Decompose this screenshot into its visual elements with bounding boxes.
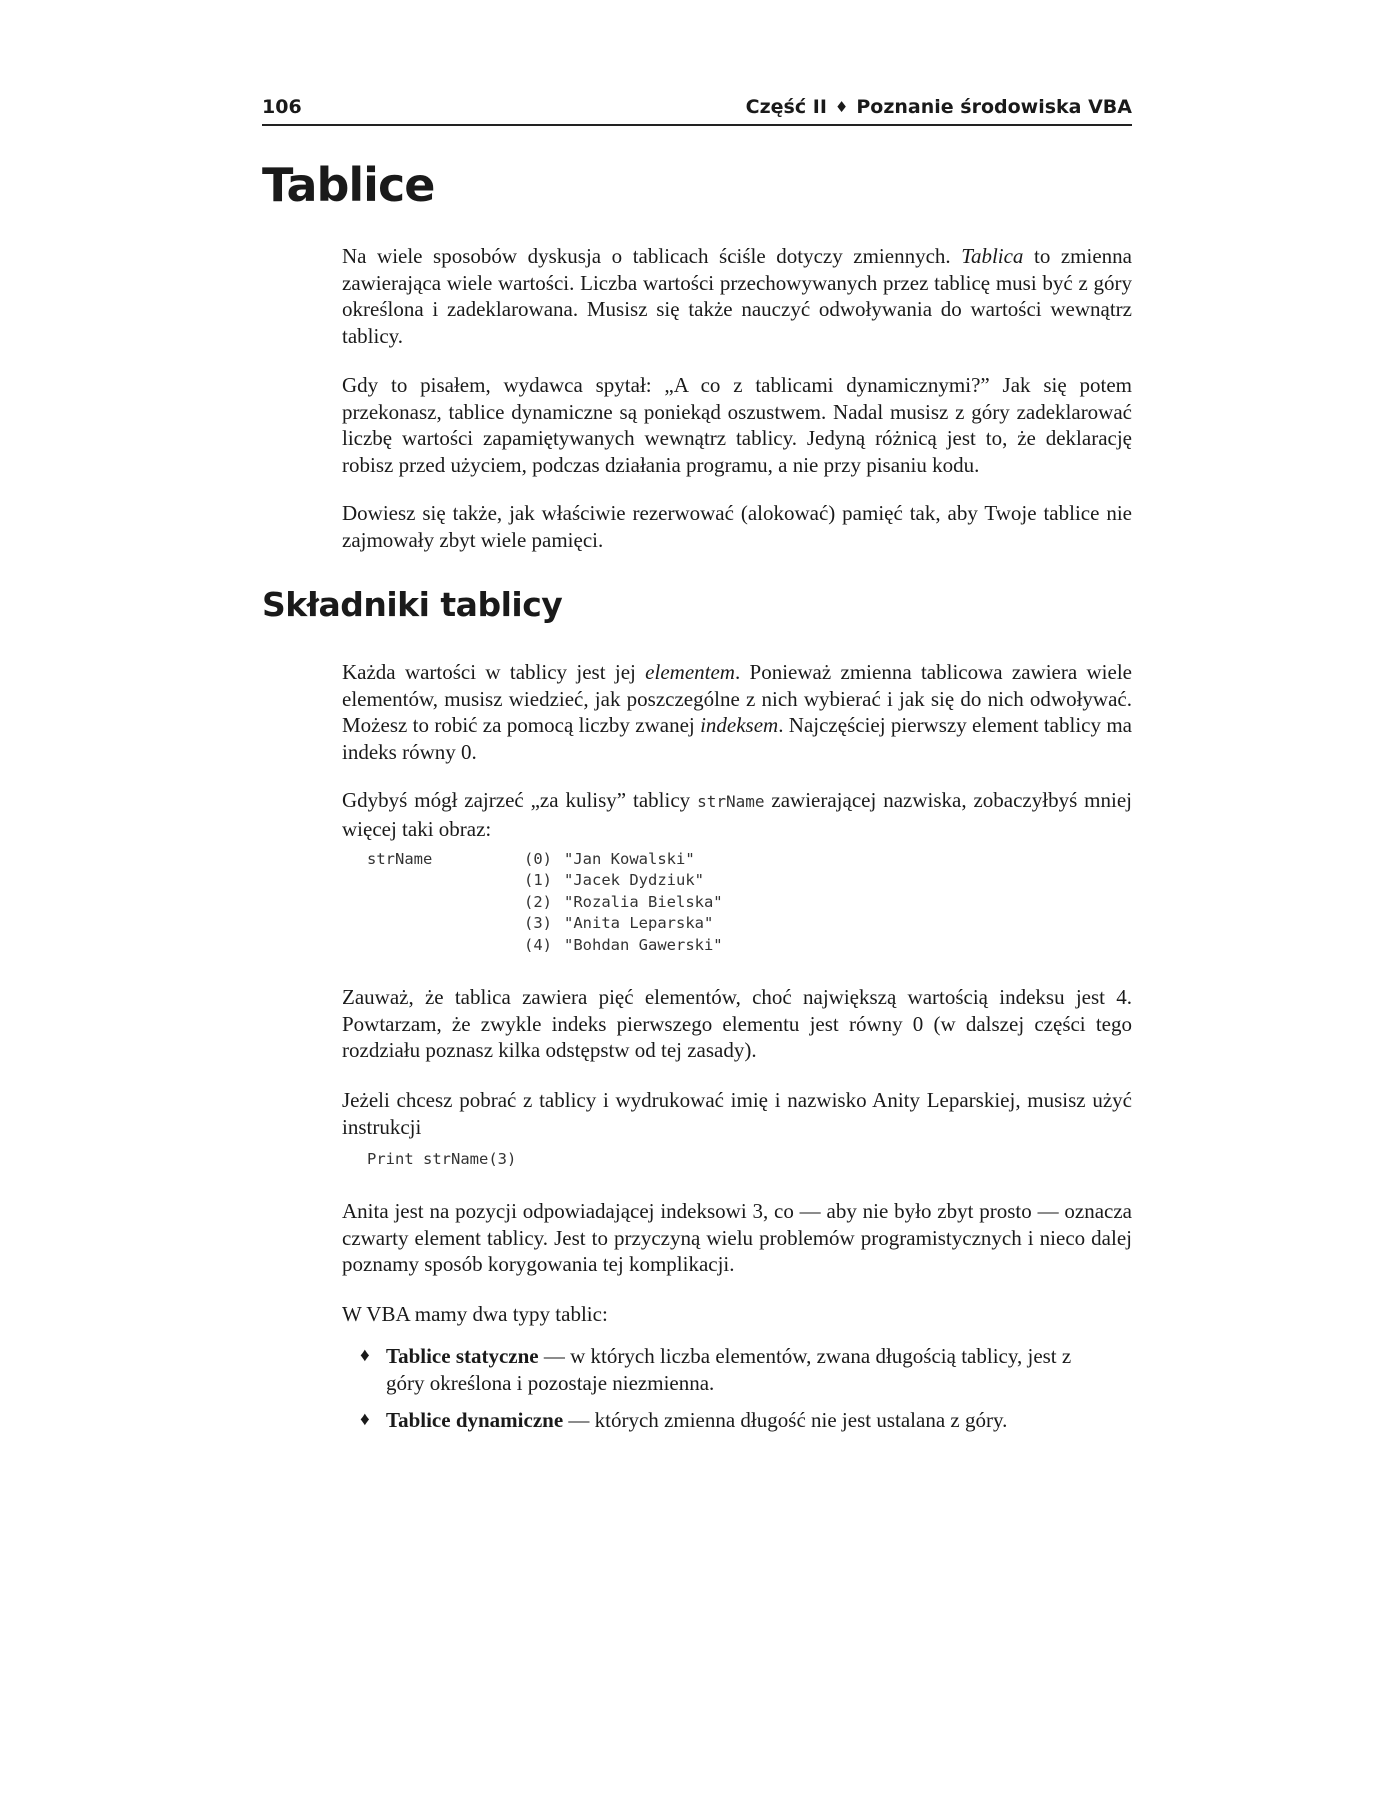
array-value: "Bohdan Gawerski" <box>564 935 723 954</box>
diamond-bullet-icon: ♦ <box>360 1409 370 1430</box>
array-row <box>367 913 723 935</box>
bullet-item <box>360 1343 1100 1396</box>
array-index: (3) <box>524 914 552 933</box>
section-paragraph-5: Anita jest na pozycji odpowiadającej indeksowi 3, co — aby nie było zbyt prosto — oznacza czwarty element tablicy. Jest to przyczyną wielu problemów programistycznych i nieco dalej poznamy sposób korygowania tej komplikacji. <box>342 1199 1132 1276</box>
intro-paragraph-2: Gdy to pisałem, wydawca spytał: „A co z tablicami dynamicznymi?” Jak się potem przekonasz, tablice dynamiczne są poniekąd oszustwem. Nadal musisz z góry zadeklarować liczbę wartości zapamiętywanych wewnątrz tablicy. Jedyną różnicą jest to, że deklarację robisz przed użyciem, podczas działania programu, a nie przy pisaniu kodu. <box>342 373 1132 477</box>
array-value: "Anita Leparska" <box>564 914 714 933</box>
array-value: "Rozalia Bielska" <box>564 892 723 911</box>
intro-paragraph-1: Na wiele sposobów dyskusja o tablicach ściśle dotyczy zmiennych. Tablica to zmienna zawierająca wiele wartości. Liczba wartości przechowywanych przez tablicę musi być z góry określona i zadeklarowana. Musisz się także nauczyć odwoływania do wartości wewnątrz tablicy. <box>342 244 1132 348</box>
array-listing <box>367 848 723 956</box>
inline-code: strName <box>697 792 765 811</box>
diamond-bullet-icon: ♦ <box>360 1345 370 1366</box>
array-value: "Jan Kowalski" <box>564 849 695 868</box>
code-line: Print strName(3) <box>367 1150 517 1168</box>
section-paragraph-6: W VBA mamy dwa typy tablic: <box>342 1302 608 1326</box>
bullet-term: Tablice statyczne <box>386 1344 539 1368</box>
term-tablica: Tablica <box>961 244 1024 268</box>
section-paragraph-4: Jeżeli chcesz pobrać z tablicy i wydrukować imię i nazwisko Anity Leparskiej, musisz użyć instrukcji <box>342 1088 1132 1139</box>
chapter-title: Tablice <box>262 158 435 212</box>
array-index: (2) <box>524 892 552 911</box>
array-value: "Jacek Dydziuk" <box>564 871 704 890</box>
bullet-term: Tablice dynamiczne <box>386 1408 564 1432</box>
page-number: 106 <box>262 96 302 118</box>
diamond-separator-icon: ♦ <box>834 98 849 116</box>
array-row <box>367 870 723 892</box>
array-name: strName <box>367 849 433 868</box>
section-paragraph-2: Gdybyś mógł zajrzeć „za kulisy” tablicy strName zawierającej nazwiska, zobaczyłbyś mniej więcej taki obraz: <box>342 788 1132 841</box>
section-title: Składniki tablicy <box>262 585 563 624</box>
section-paragraph-1: Każda wartości w tablicy jest jej elementem. Ponieważ zmienna tablicowa zawiera wiele elementów, musisz wiedzieć, jak poszczególne z nich wybierać i jak się do nich odwoływać. Możesz to robić za pomocą liczby zwanej indeksem. Najczęściej pierwszy element tablicy ma indeks równy 0. <box>342 660 1132 764</box>
bullet-text: — których zmienna długość nie jest ustalana z góry. <box>563 1408 1008 1432</box>
bullet-text: — w których liczba elementów, zwana długością tablicy, jest z góry określona i pozostaje niezmienna. <box>386 1344 1072 1395</box>
bullet-item <box>360 1407 1100 1434</box>
section-paragraph-3: Zauważ, że tablica zawiera pięć elementów, choć największą wartością indeksu jest 4. Powtarzam, że zwykle indeks pierwszego elementu jest równy 0 (w dalszej części tego rozdziału poznasz kilka odstępstw od tej zasady). <box>342 985 1132 1062</box>
term-element: elementem <box>645 660 735 684</box>
part-title: Poznanie środowiska VBA <box>856 96 1132 118</box>
array-row <box>367 934 723 956</box>
part-heading <box>746 96 1132 118</box>
running-header <box>262 96 1132 126</box>
array-index: (1) <box>524 871 552 890</box>
array-index: (4) <box>524 935 552 954</box>
intro-paragraph-3: Dowiesz się także, jak właściwie rezerwować (alokować) pamięć tak, aby Twoje tablice nie zajmowały zbyt wiele pamięci. <box>342 501 1132 552</box>
array-row <box>367 848 723 870</box>
part-label: Część II <box>745 96 827 118</box>
term-indeks: indeksem <box>700 713 779 737</box>
array-index: (0) <box>524 849 552 868</box>
array-row <box>367 891 723 913</box>
